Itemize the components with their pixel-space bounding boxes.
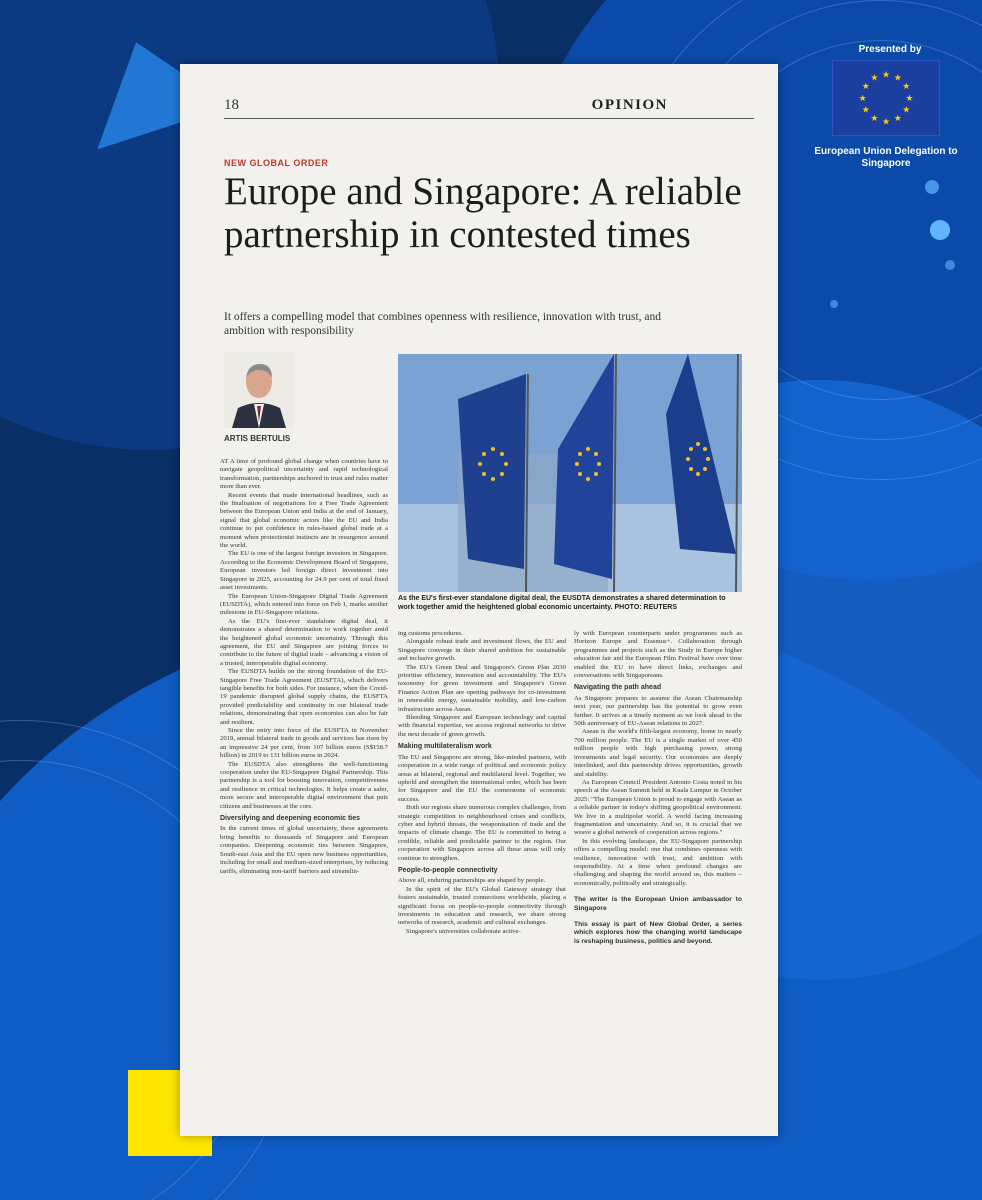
eu-star-icon: ★ bbox=[861, 81, 870, 92]
eu-delegation-name: European Union Delegation to Singapore bbox=[814, 146, 958, 169]
headline: Europe and Singapore: A reliable partnership in contested times bbox=[224, 170, 742, 256]
paragraph: ing customs procedures. bbox=[398, 630, 463, 637]
subheading: People-to-people connectivity bbox=[398, 866, 498, 874]
paragraph: The EU is one of the largest foreign investors in Singapore. According to the Economic Development Board of Singapore, European investors led foreign direct investment into Singapore in 2025, accounting for 24.9 per cent of total fixed asset investments. bbox=[220, 550, 388, 592]
subheading: Diversifying and deepening economic ties bbox=[220, 815, 361, 823]
paragraph: ly with European counterparts under programmes such as Horizon Europe and Erasmus+. Collaboration through programmes and projects such as the Study in Europe higher education fair and the European Film Festival have over time enabled the EU to have direct links, exchanges and conversations with Singaporeans. bbox=[574, 630, 742, 680]
paragraph: In the spirit of the EU's Global Gateway strategy that fosters sustainable, trusted connections worldwide, placing a significant focus on people-to-people connectivity through investments in education and research, we share strong networks of research, academic and cultural exchanges. bbox=[398, 885, 566, 927]
page-number: 18 bbox=[224, 97, 239, 113]
paragraph: The EU and Singapore are strong, like-minded partners, with cooperation in a wide range of political and economic policy areas at bilateral, regional and multilateral level. Together, we uphold and strengthen the international order, which has been for Singapore and the EU the cornerstone of economic success. bbox=[398, 753, 566, 803]
paragraph: Singapore's universities collaborate active- bbox=[406, 927, 521, 935]
article-column-1 bbox=[220, 458, 388, 876]
eu-star-icon: ★ bbox=[861, 104, 870, 115]
presented-by-label: Presented by bbox=[858, 44, 922, 55]
photo-caption: As the EU's first-ever standalone digital deal, the EUSDTA demonstrates a shared determination to work together amid the heightened global economic uncertainty. PHOTO: REUTERS bbox=[398, 595, 726, 611]
eu-flags-photo bbox=[398, 354, 742, 592]
eu-flag-icon bbox=[832, 60, 940, 136]
paragraph: AT A time of profound global change when countries have to navigate geopolitical uncertainty and rapid technological transformation, partnerships anchored in trust and rules matter more than ever. bbox=[220, 458, 388, 491]
paragraph: In this evolving landscape, the EU-Singapore partnership offers a compelling model: one that combines openness with resilience, innovation with trust, and ambition with responsibility. At a time when profound changes are challenging and shaping the world around us, this matters – economically, politically and strategically. bbox=[574, 837, 742, 887]
article-column-2 bbox=[398, 630, 566, 936]
paragraph: The EU's Green Deal and Singapore's Green Plan 2030 prioritise efficiency, innovation and accountability. The EU's taxonomy for green investment and Singapore's Green Finance Action Plan are opening pathways for co-investment in renewable energy, sustainable mobility, and low-carbon infrastructure across Asean. bbox=[398, 663, 566, 713]
series-note: This essay is part of New Global Order, a series which explores how the changing world landscape is reshaping business, politics and beyond. bbox=[574, 921, 742, 945]
eu-star-icon: ★ bbox=[893, 72, 902, 83]
eu-star-icon: ★ bbox=[858, 92, 867, 103]
paragraph: Asean is the world's fifth-largest economy, home to nearly 700 million people. The EU is a single market of over 450 million people with high purchasing power, strong investments and legal security. Our economies are deeply interlinked, and this partnership drives opportunities, growth and stability. bbox=[574, 728, 742, 778]
eu-star-icon: ★ bbox=[870, 113, 879, 124]
kicker: NEW GLOBAL ORDER bbox=[224, 158, 329, 168]
standfirst: It offers a compelling model that combines openness with resilience, innovation with trust, and ambition with responsibility bbox=[224, 311, 662, 337]
paragraph: The European Union-Singapore Digital Trade Agreement (EUSDTA), which entered into force on Feb 1, marks another milestone in EU-Singapore relations. bbox=[220, 592, 388, 617]
paragraph: The EUSDTA also strengthens the well-functioning cooperation under the EU-Singapore Digital Partnership. This partnership is a tool for boosting innovation, competitiveness and resilience in critical technologies. It helps create a safer, more secure and interoperable digital environment that puts citizens and businesses at the core. bbox=[220, 760, 388, 810]
paragraph: As European Council President Antonio Costa noted in his speech at the Asean Summit held in Kuala Lumpur in October 2025: "The European Union is proud to engage with Asean as a reliable partner in today's shifting geopolitical environment. We live in a multipolar world. A world facing increasing fragmentation and uncertainty. And so, it is crucial that we weave a global network of cooperation across regions." bbox=[574, 778, 742, 837]
eu-star-icon: ★ bbox=[882, 69, 890, 80]
article-column-3 bbox=[574, 630, 742, 946]
paragraph: In the current times of global uncertainty, these agreements bring benefits to thousands of Singapore and European companies. Deepening economic ties between Singapore, South-east Asia and the EU open new business opportunities, including for small and medium-sized enterprises, by reducing tariffs, eliminating non-tariff barriers and streamlin- bbox=[220, 825, 388, 875]
author-photo bbox=[224, 352, 294, 428]
author-name: ARTIS BERTULIS bbox=[224, 434, 291, 443]
paragraph: Since the entry into force of the EUSFTA in November 2019, annual bilateral trade in goods and services has risen by an impressive 24 per cent, from 107 billion euros (S$158.7 billion) in 2019 to 131 billion euros in 2024. bbox=[220, 727, 388, 760]
subheading: Navigating the path ahead bbox=[574, 684, 662, 692]
paragraph: The EUSDTA builds on the strong foundation of the EU-Singapore Free Trade Agreement (EUSFTA), which delivers tangible benefits for both sides. For instance, when the Covid-19 pandemic disrupted global supply chains, the EUSFTA provided predictability and continuity in our bilateral trade relations, demonstrating that open economies can also be fair and resilient. bbox=[220, 668, 388, 726]
subheading: Making multilateralism work bbox=[398, 743, 492, 751]
header-rule bbox=[224, 118, 754, 119]
paragraph: Blending Singapore and European technology and capital with financial expertise, we access regional networks to drive the next decade of green growth. bbox=[398, 714, 566, 738]
eu-star-icon: ★ bbox=[902, 81, 911, 92]
eu-star-icon: ★ bbox=[870, 72, 879, 83]
paragraph: As the EU's first-ever standalone digital deal, it demonstrates a shared determination to work together amid the heightened global economic uncertainty. Through this agreement, the EU and Singapore are joining forces to contribute to the future of digital trade – advancing a vision of a trusted, interoperable digital economy. bbox=[220, 617, 388, 667]
paragraph: Above all, enduring partnerships are shaped by people. bbox=[398, 877, 546, 885]
eu-star-icon: ★ bbox=[882, 116, 890, 127]
eu-star-icon: ★ bbox=[893, 113, 902, 124]
eu-star-icon: ★ bbox=[902, 104, 911, 115]
paragraph: Alongside robust trade and investment flows, the EU and Singapore converge in their shared ambition for sustainable and inclusive growth. bbox=[398, 638, 566, 663]
paragraph: Recent events that made international headlines, such as the finalisation of negotiations for a Free Trade Agreement between the European Union and India at the end of January, signal that global economic actors like the EU and India continue to put confidence in rules-based global trade at a moment when protectionist instincts are in resurgence around the world. bbox=[220, 491, 388, 550]
paragraph: As Singapore prepares to assume the Asean Chairmanship next year, our partnership has the potential to grow even further. It arrives at a timely moment as we look ahead to the 50th anniversary of EU-Asean relations in 2027. bbox=[574, 694, 742, 728]
newspaper-page bbox=[180, 64, 778, 1136]
section-label: OPINION bbox=[591, 97, 668, 113]
writer-note: The writer is the European Union ambassador to Singapore bbox=[574, 896, 742, 912]
paragraph: Both our regions share numerous complex challenges, from strategic competition to neighbourhood crises and conflicts, cyber and hybrid threats, the weaponisation of trade and the impacts of climate change. The EU is committed to being a credible, reliable and predictable partner to the region. Our cooperation with Singapore across all these areas will only continue to strengthen. bbox=[398, 804, 566, 862]
eu-star-icon: ★ bbox=[905, 92, 914, 103]
